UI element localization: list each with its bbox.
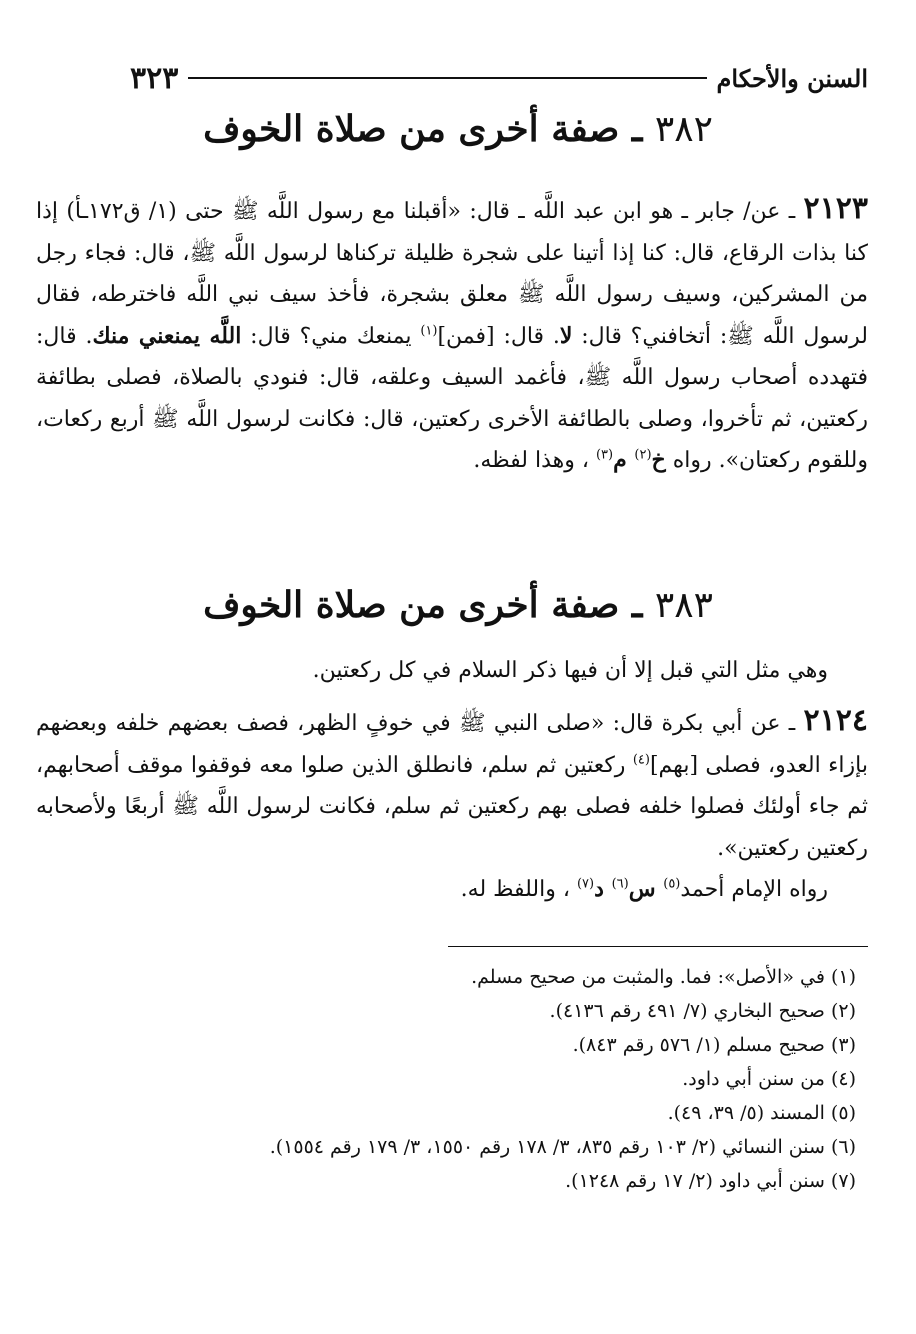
hadith-text-bold: اللَّه يمنعني منك — [92, 322, 242, 349]
footnote-ref: (٤) — [632, 752, 650, 768]
hadith-number: ٢١٢٤ — [803, 703, 868, 738]
footnote-separator — [448, 946, 868, 947]
source-symbol: د — [594, 876, 612, 902]
page-number: ٣٢٣ — [130, 60, 179, 96]
section-note — [36, 650, 868, 692]
footnote-4: (٤) من سنن أبي داود. — [682, 1068, 856, 1090]
hadith-text: ركعتين ثم سلم، فانطلق الذين صلوا معه فوقفوا موقف أصحابهم، ثم جاء أولئك فصلوا خلفه فصلى بهم ركعتين ثم سلم، فكانت لرسول اللَّه ﷺ أربعًا ولأصحابه ركعتين ركعتين». — [36, 752, 868, 861]
source-symbol: خ — [651, 447, 666, 473]
hadith-text: . قال: [فمن] — [437, 323, 560, 349]
section-title: صفة أخرى من صلاة الخوف — [203, 584, 620, 626]
section-title: صفة أخرى من صلاة الخوف — [203, 108, 620, 150]
footnote-1: (١) في «الأصل»: فما. والمثبت من صحيح مسلم. — [471, 966, 856, 988]
hadith-paragraph — [36, 700, 868, 869]
section-number: ٣٨٣ — [654, 585, 713, 626]
source-symbol: م — [613, 447, 635, 473]
footnote-6: (٦) سنن النسائي (٢/ ١٠٣ رقم ٨٣٥، ٣/ ١٧٨ رقم ١٥٥٠، ٣/ ١٧٩ رقم ١٥٥٤). — [269, 1136, 856, 1158]
hadith-text: يمنعك مني؟ قال: — [241, 323, 421, 349]
footnote-ref: (٢) — [634, 447, 652, 463]
hadith-text: ، وهذا لفظه. — [473, 448, 596, 473]
footnote-7: (٧) سنن أبي داود (٢/ ١٧ رقم ١٢٤٨). — [565, 1170, 856, 1192]
hadith-paragraph — [36, 188, 868, 482]
footnote-3: (٣) صحيح مسلم (١/ ٥٧٦ رقم ٨٤٣). — [572, 1034, 856, 1056]
section-heading-383: ٣٨٣ ـ صفة أخرى من صلاة الخوف — [203, 584, 713, 626]
narration-line — [36, 869, 868, 911]
footnote-ref: (١) — [420, 323, 438, 339]
footnote-ref: (٥) — [663, 876, 681, 892]
footnote-ref: (٣) — [595, 447, 614, 463]
footnote-5: (٥) المسند (٥/ ٣٩، ٤٩). — [667, 1102, 856, 1124]
hadith-2123 — [36, 188, 868, 482]
section-heading-382: ٣٨٢ ـ صفة أخرى من صلاة الخوف — [203, 108, 713, 150]
hadith-number: ٢١٢٣ — [803, 191, 868, 226]
section-number: ٣٨٢ — [654, 109, 713, 150]
running-header — [130, 58, 868, 98]
header-rule — [188, 77, 706, 79]
hadith-text: . قال: فتهدده أصحاب رسول اللَّه ﷺ، فأغمد السيف وعلقه، قال: فنودي بالصلاة، فصلى بطائفة ركعتين، ثم تأخروا، وصلى بالطائفة الأخرى ركعتين، قال: فكانت لرسول اللَّه ﷺ أربع ركعات، وللقوم ركعتان». رواه — [36, 323, 868, 473]
hadith-text-bold: لا — [559, 322, 573, 349]
hadith-2124 — [36, 700, 868, 911]
footnotes — [60, 960, 856, 1198]
narration-text: ، واللفظ له. — [460, 877, 577, 902]
narration-text: رواه الإمام أحمد — [680, 877, 828, 902]
footnote-ref: (٦) — [611, 876, 629, 892]
hadith-text: ـ عن أبي بكرة قال: «صلى النبي ﷺ في خوفٍ الظهر، فصف بعضهم خلفه وبعضهم بإزاء العدو، فصلى [بهم] — [36, 711, 868, 778]
section-note-text: وهي مثل التي قبل إلا أن فيها ذكر السلام في كل ركعتين. — [312, 658, 828, 683]
hadith-text: ـ عن/ جابر ـ هو ابن عبد اللَّه ـ قال: «أقبلنا مع رسول اللَّه ﷺ حتى (١/ ق١٧٢ـأ) إذا كنا بذات الرقاع، قال: كنا إذا أتينا على شجرة ظليلة تركناها لرسول اللَّه ﷺ، قال: فجاء رجل من المشركين، وسيف رسول اللَّه ﷺ معلق بشجرة، فأخذ سيف نبي اللَّه فاخترطه، فقال لرسول اللَّه ﷺ: أتخافني؟ قال: — [36, 199, 868, 349]
source-symbol: س — [628, 876, 664, 902]
running-title: السنن والأحكام — [716, 63, 868, 93]
footnote-2: (٢) صحيح البخاري (٧/ ٤٩١ رقم ٤١٣٦). — [549, 1000, 856, 1022]
footnote-ref: (٧) — [576, 876, 595, 892]
